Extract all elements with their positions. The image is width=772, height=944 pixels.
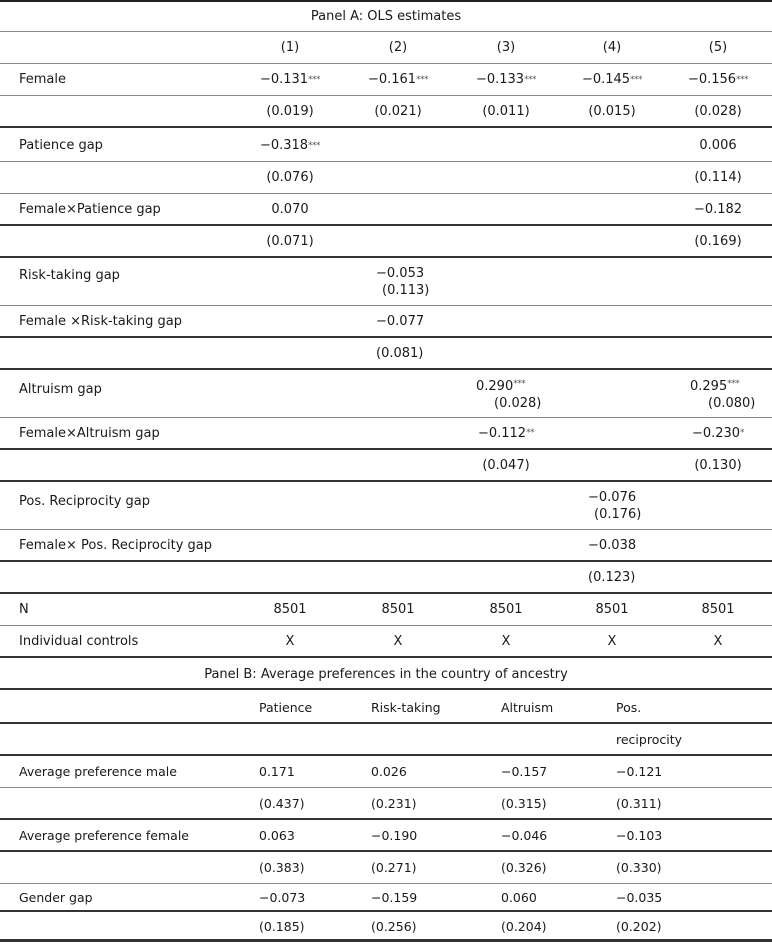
row-female-altruism [0,418,772,450]
col-header-risk-taking: Risk-taking [371,699,441,715]
row-label: N [19,602,29,617]
se-value: (0.326) [501,860,547,875]
coef-value: −0.230 [691,425,741,441]
row-altruism-gap [0,370,772,418]
row-label: Female ×Risk-taking gap [19,313,182,329]
significance-stars: *** [736,74,749,85]
controls-mark: X [607,633,617,649]
row-label: Risk-taking gap [19,268,120,283]
coef-cell [572,64,652,95]
coef-value: −0.318 [259,138,309,153]
se-value: (0.080) [708,395,756,411]
row-avg-female-se [0,852,772,884]
coef-value: −0.038 [588,537,637,553]
coef-value: −0.112 [477,425,527,441]
se-value: (0.028) [494,395,542,411]
se-value: (0.021) [374,103,422,119]
coef-cell [466,64,546,95]
row-female-patience [0,194,772,226]
coef-cell [466,418,546,448]
panel-b-title: Panel B: Average preferences in the country of ancestry [204,666,568,682]
col-header-3: (3) [496,40,516,55]
value-cell: −0.103 [616,827,663,843]
se-value: (0.437) [259,795,305,811]
se-value: (0.169) [694,233,742,249]
row-female-risk-se [0,338,772,370]
significance-stars: * [740,428,745,438]
value-cell: −0.035 [616,889,663,905]
row-label: Average preference female [19,827,189,843]
se-value: (0.204) [501,919,547,934]
col-header-4: (4) [602,40,622,55]
value-cell: 0.060 [501,889,537,905]
row-reciprocity-gap [0,482,772,530]
significance-stars: *** [513,378,526,389]
coef-value: −0.053 [376,265,425,281]
col-header-altruism: Altruism [501,699,554,715]
coef-stack [476,370,541,417]
controls-mark: X [285,633,295,649]
se-value: (0.019) [266,103,314,119]
row-gender-gap [0,884,772,912]
se-value: (0.330) [616,860,662,875]
row-avg-male [0,756,772,788]
coef-value: −0.145 [581,72,631,87]
n-value: 8501 [273,602,307,617]
se-value: (0.114) [694,170,742,185]
coef-stack [690,370,755,417]
panel-a-header-row [0,32,772,64]
coef-value: −0.076 [588,489,637,505]
significance-stars: *** [416,74,429,85]
significance-stars: *** [727,378,740,389]
col-header-pos-reciprocity: Pos. [616,699,642,715]
panel-b-header-row-cont [0,724,772,756]
value-cell: −0.159 [371,889,418,905]
row-label: Altruism gap [19,382,102,397]
panel-a-title-row [0,2,772,32]
coef-value: −0.133 [475,72,525,87]
col-header-1: (1) [280,40,300,55]
row-female-se [0,96,772,128]
significance-stars: *** [524,74,537,85]
se-value: (0.311) [616,795,662,811]
row-female [0,64,772,96]
value-cell: 0.063 [259,827,295,843]
n-value: 8501 [489,602,523,617]
row-avg-female [0,820,772,852]
col-header-2: (2) [388,40,408,55]
se-value: (0.202) [616,919,662,934]
row-label: Pos. Reciprocity gap [19,494,150,509]
se-value: (0.130) [694,457,742,473]
se-value: (0.123) [588,569,636,585]
value-cell: 0.026 [371,764,407,779]
row-gender-gap-se [0,914,772,942]
coef-value: 0.295 [690,378,728,394]
se-value: (0.071) [266,233,314,249]
se-value: (0.383) [259,860,305,875]
panel-a-title: Panel A: OLS estimates [310,9,462,24]
coef-stack [376,258,429,305]
row-label: Female×Altruism gap [19,425,160,441]
row-label: Female×Patience gap [19,201,161,217]
significance-stars: *** [630,74,643,85]
se-value: (0.231) [371,795,417,811]
value-cell: −0.121 [616,764,663,779]
se-value: (0.113) [382,282,430,298]
coef-cell [690,376,739,395]
coef-cell [476,376,525,395]
value-cell: −0.046 [501,827,548,843]
row-controls [0,626,772,658]
row-female-reciprocity-se [0,562,772,594]
row-risk-gap [0,258,772,306]
col-header-patience: Patience [259,699,313,715]
coef-value: −0.161 [367,72,417,87]
panel-b-title-row [0,660,772,690]
n-value: 8501 [381,602,415,617]
significance-stars: ** [526,428,535,438]
row-label: Female [19,72,67,87]
row-female-altruism-se [0,450,772,482]
row-female-reciprocity [0,530,772,562]
se-value: (0.315) [501,795,547,811]
se-value: (0.176) [594,506,642,522]
coef-value: −0.077 [376,313,425,329]
n-value: 8501 [595,602,629,617]
col-header-5: (5) [708,40,728,55]
se-value: (0.185) [259,919,305,934]
value-cell: −0.157 [501,764,548,779]
row-label: Gender gap [19,889,93,905]
coef-cell [250,64,330,95]
controls-mark: X [713,633,723,649]
row-label: Female× Pos. Reciprocity gap [19,537,213,553]
controls-mark: X [501,633,511,649]
se-value: (0.271) [371,860,417,875]
row-label: Average preference male [19,764,177,779]
coef-cell [678,64,758,95]
row-avg-male-se [0,788,772,820]
col-header-reciprocity-cont: reciprocity [616,731,682,747]
se-value: (0.028) [694,103,742,119]
se-value: (0.015) [588,103,636,119]
coef-stack [588,482,641,529]
coef-value: −0.131 [259,72,309,87]
n-value: 8501 [701,602,735,617]
coef-value: 0.070 [271,201,309,217]
coef-value: −0.182 [693,201,743,217]
panel-b-header-row [0,692,772,724]
se-value: (0.047) [482,457,530,473]
row-patience-gap [0,130,772,162]
coef-cell [678,418,758,448]
se-value: (0.256) [371,919,417,934]
row-patience-gap-se [0,162,772,194]
coef-value: −0.156 [687,72,737,87]
value-cell: 0.171 [259,764,295,779]
value-cell: −0.073 [259,889,306,905]
row-label: Patience gap [19,138,103,153]
se-value: (0.081) [376,345,424,361]
row-female-patience-se [0,226,772,258]
controls-mark: X [393,633,403,649]
se-value: (0.076) [266,170,314,185]
value-cell: −0.190 [371,827,418,843]
row-n [0,594,772,626]
coef-cell [358,64,438,95]
se-value: (0.011) [482,103,530,119]
significance-stars: *** [308,140,321,151]
coef-value: 0.006 [699,138,737,153]
row-female-risk [0,306,772,338]
coef-cell [250,130,330,161]
coef-value: 0.290 [476,378,514,394]
significance-stars: *** [308,74,321,85]
row-label: Individual controls [19,633,139,649]
